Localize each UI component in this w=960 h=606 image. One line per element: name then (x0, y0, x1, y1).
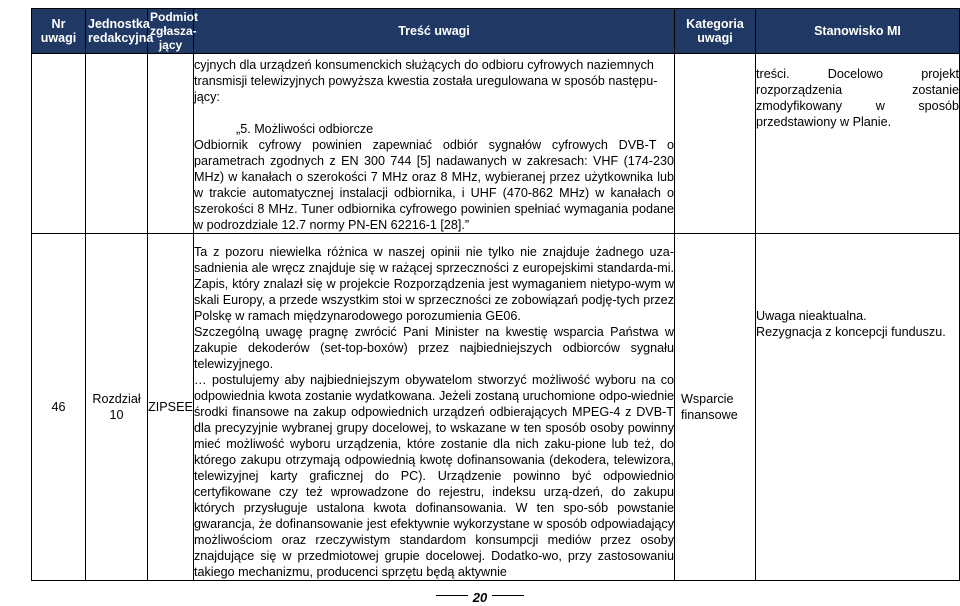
row1-position-text: treści. Docelowo projekt rozporządzenia zostanie zmodyfikowany w sposób przedstawiony w Planie. (756, 67, 959, 129)
row1-content-paragraph: „5. Możliwości odbiorcze (236, 122, 374, 136)
row2-content-paragraph: Szczególną uwagę pragnę zwrócić Pani Minister na kwestię wsparcia Państwa w zakupie dekoderów (set-top-boxów) przez najbiedniejszych odbiorców sygnału telewizyjnego. (194, 325, 674, 371)
header-content: Treść uwagi (194, 9, 675, 54)
row1-unit-cell (86, 54, 148, 234)
table-header-row (32, 9, 960, 54)
row2-nr-cell: 46 (32, 234, 86, 581)
row1-content-cell (194, 54, 675, 234)
table-row (32, 234, 960, 581)
header-position: Stanowisko MI (756, 9, 960, 54)
comments-table (31, 8, 960, 581)
page-number: 20 (472, 590, 488, 605)
row1-position-cell (756, 54, 960, 234)
row2-position-cell (756, 234, 960, 581)
row2-unit-cell: Rozdział 10 (86, 234, 148, 581)
header-unit: Jednostka redakcyjna (86, 9, 148, 54)
row1-content-paragraph: Odbiornik cyfrowy powinien zapewniać odbiór sygnałów cyfrowych DVB-T o parametrach zgodnych z EN 300 744 [5] nadawanych w zakresach: VHF (174-230 MHz) w kanałach o szerokości 7 MHz oraz 8 MHz, wybieranej przez użytkownika lub w trakcie automatycznej instalacji odbiornika, i UHF (470-862 MHz) w kanałach o szerokości 8 MHz. Tuner odbiornika cyfrowego powinien spełniać wymagania podane w podrozdziale 12.7 normy PN-EN 62216-1 [28].” (194, 138, 674, 232)
header-category: Kategoria uwagi (675, 9, 756, 54)
row1-nr-cell (32, 54, 86, 234)
row2-content-paragraph: … postulujemy aby najbiedniejszym obywatelom stworzyć możliwość wyboru na co odpowiednia kwota zostanie wydatkowana. Jeżeli zostaną uruchomione odpo-wiednie środki finansowe na zakup odpowiednich urządzeń odbierających MPEG-4 z DVB-T dla precyzyjnie wybranej grupy docelowej, to wskazane w ten sposób osoby powinny mieć możliwość wyboru urządzenia, które zostanie dla nich zaku-pione lub też, do którego zakupu otrzymają odpowiednią kwotę dofinansowania (dekodera, telewizora, telewizyjnej karty graficznej do PC). Urządzenie powinno być odpowiednio certyfikowane czy też wprowadzone do rejestru, indeksu urzą-dzeń, do zakupu których przysługuje ustalona kwota dofinansowania. W ten spo-sób powstanie gwarancja, że dofinansowanie jest efektywnie wykorzystane w sposób odpowiadający możliwościom oraz rzeczywistym standardom konsumpcji mediów przez osoby znajdujące się w przedmiotowej grupie docelowej. Dodatko-wo, przy zastosowaniu takiego mechanizmu, producenci sprzętu będą aktywnie (194, 373, 674, 579)
header-nr: Nr uwagi (32, 9, 86, 54)
row2-content-paragraph: Ta z pozoru niewielka różnica w naszej opinii nie tylko nie znajduje żadnego uza-sadnienia ale wręcz znajduje się w rażącej sprzeczności z europejskimi standarda-mi. Zapis, który znalazł się w projekcie Rozporządzenia jest wymaganiem nietypo-wym w skali Europy, a przede wszystkim stoi w sprzeczności ze zobowiązań podję-tych przez Polskę w ramach międzynarodowego porozumienia GE06. (194, 245, 674, 323)
row1-content-paragraph: cyjnych dla urządzeń konsumenckich służących do odbioru cyfrowych naziemnych transmisji telewizyjnych powyższa kwestia została uregulowana w sposób następu-jący: (194, 58, 658, 104)
row2-position-line: Uwaga nieaktualna. (756, 309, 867, 323)
row1-submitter-cell (148, 54, 194, 234)
row1-category-cell (675, 54, 756, 234)
row2-content-cell (194, 234, 675, 581)
row2-submitter-cell: ZIPSEE (148, 234, 194, 581)
row2-category-cell: Wsparcie finansowe (675, 234, 756, 581)
table-row (32, 54, 960, 234)
header-submitter: Podmiot zgłasza-jący (148, 9, 194, 54)
row2-position-line: Rezygnacja z koncepcji funduszu. (756, 325, 946, 339)
